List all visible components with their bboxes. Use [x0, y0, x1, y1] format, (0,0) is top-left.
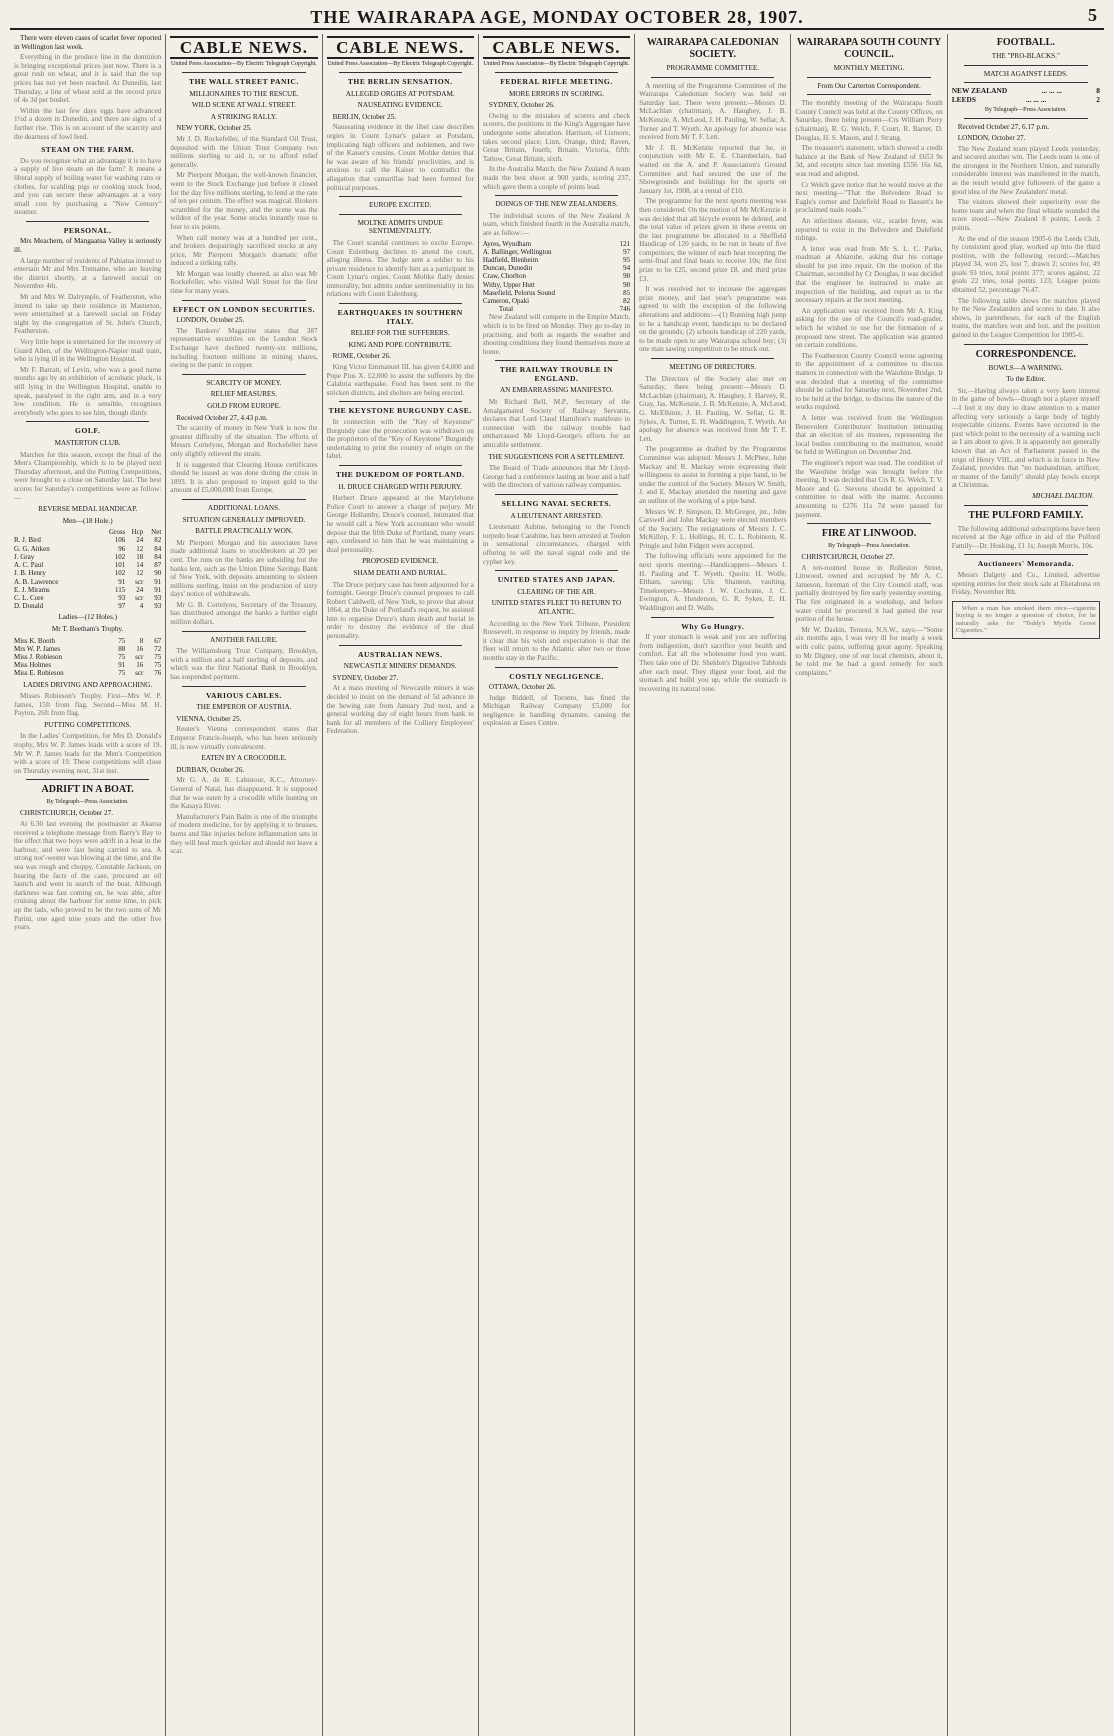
scarlet-fever-note: There were eleven cases of scarlet fever reported in Wellington last week.	[14, 34, 162, 51]
panic-sub-2: WILD SCENE AT WALL STREET.	[191, 101, 296, 110]
article-text: King Victor Emmanuel III. has given £4,000 and Pope Pius X. £2,000 to assist the sufferers by the Calabria earthquake. Food has been sent to the stricken districts, and shelters are being erected.	[326, 363, 474, 397]
moltke-heading: MOLTKE ADMITS UNDUE SENTIMENTALITY.	[357, 218, 443, 236]
article-text: Sir,—Having always taken a very keen interest in the game of bowls—though not a player myself—I feel it my duty to draw attention to a matter affecting very seriously a large body of highly respectable citizens. Events have occurred in the past which point to the necessity of a warning such as I am about to give. It is apparently not generally known that an Act of Parliament passed in the reign of Henry VIII., and which is in force in New Zealand, provides that "no husbandman, artificer, or master of the family" should play bowls except at Christmas.	[951, 386, 1100, 490]
article-text: Mr Pierpont Morgan and his associates have made additional loans to stockbrokers at 20 per cent. The runs on the banks are subsiding but the banks lent, such as the Union Dime Savings Bank of New York, with deposits amounting to sixteen millions sterling, insist on the production of sixty days' notice of withdrawals.	[170, 538, 318, 599]
article-text: Mr J. B. McKenzie reported that he, in conjunction with Mr E. E. Chamberlain, had waited on the A. and P. Association's Ground Committee and had secured the use of the Showgrounds and buildings for the sports on January 1st, 1908, at a rental of £10.	[639, 143, 787, 195]
column-4	[479, 34, 635, 1736]
article-text: Cr Welch gave notice that he would move at the next meeting—"That the Belvedere Road to Eagle's corner and Dalefield Road to Bassett's be proclaimed main roads."	[795, 180, 943, 215]
article-text: Everything in the produce line in the dominion is bringing exceptional prices just now. There is a great rush on wheat, and it is said that the top prices has not yet been reached. At Dunedin, last Thursday, a line of wheat sold at the record price of 4s 3d per bushel.	[14, 53, 162, 105]
caledonian-heading: WAIRARAPA CALEDONIAN SOCIETY.	[646, 37, 779, 60]
japan-sub: CLEARING OF THE AIR.	[517, 587, 596, 596]
situation-heading: SITUATION GENERALLY IMPROVED.	[182, 515, 306, 524]
croc-heading: EATEN BY A CROCODILE.	[201, 754, 287, 763]
advertisement-box: When a man has smoked them once—cigarette buying is no longer a question of choice, for he naturally asks for "Teddy's Myrtle Grove Cigarettes."	[952, 601, 1100, 639]
loans-heading: ADDITIONAL LOANS.	[207, 503, 280, 512]
article-text: According to the New York Tribune, President Roosevelt, in response to inquiry by friends, made it clear that his wish and expectation is that the fleet will return to the Atlantic after two or three months stay in the Pacific.	[482, 619, 631, 662]
table-row: Masefield, Pelorus Sound 85	[482, 288, 631, 297]
berlin-sub-2: NAUSEATING EVIDENCE.	[357, 101, 443, 110]
article-text: When call money was at a hundred per cent., and brokers despairingly sacrificed stocks at any price, Mr Pierpont Morgan's dramatic offer induced a striking rally.	[170, 233, 318, 268]
article-text: It was resolved not to increase the aggregate prize money, and last year's programme was agreed to with the exception of the following alterations and additions:—(1) Running high jump to be a handicap event, handicaps to be declared on the grounds; (2) schools handicap of 220 yards, to be made open to any Wairarapa school boy; (3) one man sawing competition to be struck out.	[639, 285, 787, 354]
earthquake-heading: EARTHQUAKES IN SOUTHERN ITALY.	[337, 308, 463, 326]
putting-heading: PUTTING COMPETITIONS.	[44, 720, 132, 729]
railway-sub: AN EMBARRASSING MANIFESTO.	[499, 386, 614, 395]
football-heading: FOOTBALL.	[996, 37, 1055, 48]
panic-sub-3: A STRIKING RALLY.	[210, 112, 277, 121]
article-text: Mr Pierpont Morgan, the well-known financier, went to the Stock Exchange just before it closed for the day five millions sterling, to lend at the rate of ten per centum. The effect was magical. Brokers scrambled for the money, and the scene was the wildest of the year. Some stocks instantly rose to four to six points.	[170, 171, 318, 231]
ladies-score-table	[14, 637, 161, 678]
column-2	[166, 34, 322, 1736]
article-text: The Williamsburg Trust Company, Brooklyn, with a million and a half sterling of deposits, and which was the first National Bank in Brooklyn, has suspended payment.	[170, 647, 318, 682]
columns	[10, 34, 1104, 1736]
table-row: J. B. Henry 102 12 90	[14, 569, 162, 578]
berlin-dateline: BERLIN, October 25.	[332, 112, 397, 121]
battle-heading: BATTLE PRACTICALLY WON.	[195, 527, 293, 536]
table-row: Hadfield, Blenheim 95	[482, 255, 631, 264]
article-text: The Court scandal continues to excite Europe. Count Eulenburg declines to attend the court, alleging illness. The Judge sent a soldier to his private residence to identify him as a participant in Count Lynar's orgies. Count Moltke flatly denies immorality, but admits undue sentimentality in his relations with Count Eulenburg.	[326, 238, 474, 299]
nz-score-row: NEW ZEALAND ... ... ... 8	[951, 86, 1100, 96]
handicap-heading: REVERSE MEDAL HANDICAP.	[38, 505, 138, 514]
adrift-dateline: CHRISTCHURCH, October 27.	[20, 809, 114, 818]
table-row: Duncan, Dunedin 94	[482, 264, 631, 273]
article-text: The monthly meeting of the Wairarapa South County Council was held at the County Offices, on Saturday, there being present—Crs William Perry (chairman), R. G. Welch, F. Court, R. Barrer, D. Douglas, H. S. Mason, and J. Strang.	[795, 99, 943, 142]
panic-heading: THE WALL STREET PANIC.	[189, 77, 299, 86]
table-row: A. C. Paul 101 14 87	[14, 561, 162, 570]
cable-byline: United Press Association—By Electric Telegraph Copyright.	[327, 61, 474, 67]
men-score-table: Gross Hcp Net R. J. Bird 106 24 82 G. G. Aitken 96 12 84 J. Gray 102 18 84 A. C. Paul 101 14 87 J. B. Henry 102 12 90 A. B. Lawrence 91 scr 91 E. J. Mirams 115 24 91 C. L. Core 93 scr 93 D. Donald 97 4 93	[14, 528, 162, 611]
fire-dateline: CHRISTCHURCH, October 27.	[801, 553, 895, 562]
article-text: Very little hope is entertained for the recovery of Guard Allen, of the Wellington-Napier mail train, who is lying ill in the Wellington Hospital.	[14, 338, 162, 364]
article-text: The New Zealand team played Leeds yesterday, and secured another win. The Leeds team is one of the strongest in the Northern Union, and naturally considerable interest was manifested in the match, as the result would give followers of the game a good idea of the New Zealanders' metal.	[951, 144, 1100, 196]
cable-news-heading: CABLE NEWS.	[170, 36, 317, 59]
pulford-heading: THE PULFORD FAMILY.	[968, 509, 1084, 521]
naval-heading: SELLING NAVAL SECRETS.	[501, 499, 612, 509]
fleet-heading: UNITED STATES FLEET TO RETURN TO ATLANTIC.	[491, 599, 622, 616]
directors-heading: MEETING OF DIRECTORS.	[669, 363, 757, 371]
failure-heading: ANOTHER FAILURE.	[210, 635, 278, 644]
correspondence-heading: CORRESPONDENCE.	[975, 348, 1076, 360]
article-text: The programme as drafted by the Programme Committee was adopted. Messrs J. McPhee, John Mackay and R. Mackay wrote expressing their willingness to assist in forming a pipe band, to be under the control of the Society. Messrs W. Smith, J. and E. Mackay attended the meeting and gave an outline of the working of a pipe band.	[639, 445, 787, 505]
article-text: Messrs Dalgety and Co., Limited, advertise opening entries for their stock sale at Eketahuna on Friday, November 8th.	[951, 570, 1100, 597]
article-text: Herbert Druce appeared at the Marylebone Police Court to answer a charge of perjury. Mr George Hollamby, Druce's counsel, intimated that he would call a New York accountant who would depose that the fifth Duke of Portland, many years ago, confessed to him that he was maintaining a dual personality.	[326, 494, 474, 554]
table-row: J. Gray 102 18 84	[14, 552, 162, 561]
article-text: In the Australia Match, the New Zealand A team made the best shoot at 900 yards, scoring 237, which gave them a couple of points lead.	[482, 165, 631, 191]
personal-heading: PERSONAL.	[63, 225, 112, 235]
adrift-byline: By Telegraph—Press Association.	[46, 799, 129, 806]
australian-heading: AUSTRALIAN NEWS.	[358, 649, 443, 659]
article-text: Mr Richard Bell, M.P., Secretary of the Amalgamated Society of Railway Servants, declares that Lord Claud Hamilton's manifesto in connection with the railway trouble had embarrassed Mr Lloyd-George's efforts for an amicable settlement.	[482, 398, 631, 450]
hungry-heading: Why Go Hungry.	[681, 621, 745, 631]
article-text: The Bankers' Magazine states that 387 representative securities on the London Stock Exchange have declined twenty-six millions, including fourteen millions in mining shares, owing to the panic in copper.	[170, 326, 318, 370]
article-text: In the Ladies' Competition, for Mrs D. Donald's trophy, Mrs W. P. James leads with a score of 19. Mr W. P. James leads for the Men's Competition with a score of 19. These competitions will close on Thursday evening next, 31st inst.	[14, 732, 162, 775]
table-row: C. L. Core 93 scr 93	[14, 593, 162, 602]
golf-subheading: MASTERTON CLUB.	[54, 438, 121, 447]
rifle-sub: MORE ERRORS IN SCORING.	[508, 89, 605, 98]
article-text: Mr and Mrs W. Dalrymple, of Featherston, who intend to take up their residence in Masterton, were entertained at a farewell social on Friday night by the congregation of St. John's Church, Featherston.	[14, 293, 162, 336]
table-row: Miss K. Booth 75 8 67	[14, 636, 162, 645]
panic-dateline: NEW YORK, October 25.	[176, 124, 252, 133]
article-text: At the end of the season 1905-6 the Leeds Club, by consistent good play, worked up into the third position, with the following record:—Matches played 34, won 25, lost 7, drawn 2; scores for, 49 goals 93 tries, total points 377; scores against, 22 goals 22 tries, total points 123; League points obtained 52, percentage 76.47.	[951, 234, 1100, 295]
rome-dateline: ROME, October 26.	[332, 352, 391, 361]
article-text: A meeting of the Programme Committee of the Wairarapa Caledonian Society was held on Saturday last. There were present:—Messrs D. McLachlan (chairman), A. Haughey, J. B. McKenzie, A. McLeod, J. H. Pauling, W. Sellar, A. Turner and T. Wyeth. An apology for absence was received from Mr T. F. Lett.	[639, 81, 787, 142]
article-text: At a mass meeting of Newcastle miners it was decided to insist on the demand of 5d advance in the hewing rate from January 2nd next, and a general working day of eight hours from bank to bank for all members of the Colliery Employees' Federation.	[326, 684, 474, 736]
durban-dateline: DURBAN, October 26.	[176, 765, 245, 774]
berlin-sub: ALLEGED ORGIES AT POTSDAM.	[345, 89, 455, 98]
article-text: An infectious disease, viz., scarlet fever, was reported to exist in the Belvedere and Dalefield ridings.	[795, 216, 943, 243]
table-row: Mrs W. P. James 88 16 72	[14, 644, 162, 653]
cable-news-heading: CABLE NEWS.	[483, 36, 630, 59]
earthquake-sub-2: KING AND POPE CONTRIBUTE.	[348, 340, 452, 349]
golf-heading: GOLF.	[75, 426, 101, 436]
article-text: A letter was received from the Wellington Benevolent Contributors' Institution intimating that an election of six trustees, representing the local bodies contributing to the institution, would be held in Wellington on December 2nd.	[795, 413, 943, 457]
rifle-dateline: SYDNEY, October 26.	[488, 101, 555, 110]
steam-heading: STEAM ON THE FARM.	[41, 145, 135, 155]
panic-sub-1: MILLIONAIRES TO THE RESCUE.	[189, 89, 299, 98]
scarcity-heading: SCARCITY OF MONEY.	[206, 378, 282, 387]
table-row: Withy, Upper Hutt 90	[482, 280, 631, 289]
bowls-heading: BOWLS—A WARNING.	[988, 363, 1064, 372]
proposed-heading: PROPOSED EVIDENCE.	[362, 557, 439, 566]
europe-heading: EUROPE EXCITED.	[369, 201, 432, 210]
article-text: A large number of residents of Pahiatua intend to entertain Mr and Mrs Tremaine, who are leaving the district shortly, at a farewell social on November 4th.	[14, 256, 162, 291]
men-label: Men—(18 Hole.)	[62, 516, 113, 525]
rifle-heading: FEDERAL RIFLE MEETING.	[500, 77, 613, 86]
article-text: Matches for this season, except the final of the Men's Championship, which is to be played next Thursday afternoon, and the Putting Competitions, were brought to a close on Saturday last. The best scores for Saturday's competitions were as follow:—	[14, 450, 162, 502]
carterton-correspondent: From Our Carterton Correspondent.	[817, 81, 921, 90]
japan-heading: UNITED STATES AND JAPAN.	[497, 575, 616, 585]
cable-news-heading: CABLE NEWS.	[327, 36, 474, 59]
article-text: A ten-roomed house in Rolleston Street, Linwood, owned and occupied by Mr A. C. Jameson, foreman of the City Council staff, was partially destroyed by fire early yesterday evening. The fire originated in a workshop, and before water could be procured it had gutted the rear portion of the house.	[795, 563, 943, 624]
match-heading: MATCH AGAINST LEEDS.	[983, 69, 1068, 78]
article-text: The Druce perjury case has been adjourned for a fortnight. George Druce's counsel proposes to call Robert Caldwell, of New York, to prove that about 1864, at the Duke of Portland's request, he assisted him to organise Druce's sham death and burial in order to destroy the evidence of the dual personality.	[326, 580, 474, 641]
article-text: If your stomach is weak and you are suffering from indigestion, don't sacrifice your health and comfort. Eat all the wholesome food you want. Then take one of Dr. Sheldon's Digestive Tabloids after each meal. They digest your food, aid the stomach and build you up, while the stomach is recovering its natural tone.	[639, 633, 787, 693]
table-row: Miss Holmes 91 16 75	[14, 661, 162, 670]
page-number: 5	[1088, 5, 1098, 25]
gold-dateline: Received October 27, 4.43 p.m.	[176, 413, 268, 422]
table-row: Craw, Chorlton 90	[482, 272, 631, 281]
article-text: At 6.30 last evening the postmaster at Akaroa received a telephone message from Barry's Bay to the effect that two boys were adrift in a boat in the harbour, and were fast being carried to sea. A strong nor'-wester was blowing at the time, and the sea was rough and choppy. Constable Jackson, on hearing the facts of the case, procured an oil launch and went in search of the boat. Although darkness was fast coming on, he was able, after cruising about the harbour for some time, to pick up the lads, who proved to be the two sons of Mr Parini, one aged nine years and the other five years.	[14, 820, 162, 932]
football-london: LONDON, October 27.	[957, 133, 1026, 142]
table-row: A. B. Lawrence 91 scr 91	[14, 577, 162, 586]
table-row: Miss J. Robieson 75 scr 75	[14, 652, 162, 661]
article-text: The following additional subscriptions have been received at the Age office in aid of the Pulford Family—Dr. Hosking, £1 1s; Joseph Morris, 10s.	[951, 524, 1100, 550]
article-text: Mr J. D. Rockefeller, of the Standard Oil Trust, deposited with the Union Trust Company two millions sterling to aid it, or to afford relief generally.	[170, 134, 318, 169]
article-text: The Directors of the Society also met on Saturday, there being present:—Messrs D. McLachlan (chairman), A. Haughey, J. Harvey, R. Gray, Jas. McKenzie, J. B. McKenzie, A. McLeod, G. McElhinie, J. H. Pauling, W. Sellar, G. R. Sykes, A. Turner, E. H. Waddington, T. Wyeth. An apology for absence was received from Mr T. F. Lett.	[639, 374, 787, 443]
ottawa-dateline: OTTAWA, October 26.	[488, 683, 556, 692]
total-row: Total 746	[498, 305, 631, 314]
table-row: D. Donald 97 4 93	[14, 602, 162, 611]
article-text: Mr W. Daskin, Temora, N.S.W., says:—"Some six months ago, I was very ill for nearly a week with colic pains, suffering great agony. Speaking to Mr Digney, one of our local chemists, about it, he told me he had a good remedy for such complaints."	[795, 625, 943, 677]
article-text: Mr G. B. Cortelyou, Secretary of the Treasury, has distributed amongst the banks a further eight million dollars.	[170, 600, 318, 627]
article-text: Mr G. A. de R. Labistour, K.C., Attorney-General of Natal, has disappeared. It is supposed that he was eaten by a crocodile while hunting on the Kasaya River.	[170, 776, 318, 811]
article-text: In connection with the "Key of Keystone" Burgundy case the prosecution was withdrawn on the proprietors of the "Key of Keystone" Burgundy undertaking to print the country of origin on the label.	[326, 418, 474, 461]
article-text: The programme for the next sports meeting was then considered. On the motion of Mr McKenzie it was decided that all bicycle events be deleted, and the total value of prizes given in these events on the last programme be allocated to a Sheffield Handicap of 120 yards, to be run in heats of five competitors; the winner of each heat excepting the semi-final and final heats to receive 10s; the first prize to be £25, second prize £8, and third prize £3.	[639, 197, 787, 283]
table-row: Ayres, Wyndham 121	[482, 239, 631, 248]
ladies-driving-heading: LADIES DRIVING AND APPROACHING.	[23, 680, 153, 689]
article-text: Messrs W. P. Simpson, D. McGregor, jnr., John Carswell and John Mackay were elected members of the Society. The resignations of Messrs J. C. McKillop, F. L. Hollings, H. C. L. Robinson, R. Pringle and John Fidgett were accepted.	[639, 507, 787, 550]
column-3	[323, 34, 479, 1736]
article-text: Owing to the mistakes of scorers and check scorers, the positions in the King's Aggregate have undergone some alteration. Harrison, of Lismore, takes second place; Linn, Orange, third; Raven, Great Britain, fourth; Britain, Victoria, fifth; Tatlow, Great Britain, sixth.	[482, 111, 631, 163]
table-row: G. G. Aitken 96 12 84	[14, 544, 162, 553]
article-text: Manufacturer's Pain Balm is one of the triumphs of modern medicine, for by applying it to bruises, burns and like injuries before inflammation sets in they will heal much quicker and should not leave a scar.	[170, 812, 318, 856]
table-row: E. J. Mirams 115 24 91	[14, 585, 162, 594]
column-1	[10, 34, 166, 1736]
article-text: New Zealand will compete in the Empire Match, which is to be fired on Monday. They go to-day in practising, and both as regards the weather and shooting conditions they found themselves more at home.	[482, 313, 631, 356]
personal-item: Mrs Meachem, of Mangaatua Valley is seriously ill.	[14, 237, 162, 255]
druce-heading: H. DRUCE CHARGED WITH PERJURY.	[338, 482, 462, 491]
adrift-heading: ADRIFT IN A BOAT.	[41, 784, 134, 796]
column-6	[791, 34, 947, 1736]
ladies-trophy: Mr T. Beetham's Trophy.	[51, 624, 124, 633]
settlement-heading: THE SUGGESTIONS FOR A SETTLEMENT.	[488, 452, 625, 461]
table-row: Cameron, Opaki 82	[482, 296, 631, 305]
article-text: Mr F. Barratt, of Levin, who was a good name months ago by an exhibition of acrobatic pluck, is still lying in the Wellington Hospital, unable to speak, paralysed in the right arm, and in a very low condition. He is sensible, recognises everybody who goes to see him, though dimly.	[14, 365, 162, 417]
article-text: The visitors showed their superiority over the home team and when the final whistle sounded the score stood:—New Zealand 8 points, Leeds 2 points.	[951, 198, 1100, 232]
various-heading: VARIOUS CABLES.	[206, 690, 282, 700]
article-text: The treasurer's statement, which showed a credit balance at the Bank of New Zealand of £653 9s 3d, and receipts since last meeting £556 16s 6d, was read and adopted.	[795, 144, 943, 178]
football-byline: By Telegraph—Press Association.	[984, 107, 1067, 114]
article-text: The individual scores of the New Zealand A team, which finished fourth in the Australia match, are as follow:—	[482, 211, 631, 237]
article-text: The Board of Trade announces that Mr Lloyd-George had a conference lasting an hour and a half with the directors of various railway companies.	[482, 464, 631, 490]
table-row: Miss E. Robieson 75 scr 76	[14, 669, 162, 678]
emperor-heading: THE EMPEROR OF AUSTRIA.	[196, 703, 292, 712]
naval-sub: A LIEUTENANT ARRESTED.	[510, 511, 603, 520]
table-row: R. J. Bird 106 24 82	[14, 536, 162, 545]
article-text: Lieutenant Aubine, belonging to the French torpedo boat Carabine, has been arrested at Toulon in sensational circumstances, charged with offering to sell the naval signal code and the cypher key.	[482, 523, 631, 566]
article-text: Mr Morgan was loudly cheered, as also was Mr Rockefeller, who visited Wall Street for the first time for many years.	[170, 269, 318, 296]
article-text: The Featherston County Council wrote agreeing to the appointment of a committee to discuss matters in connection with the Waiohine Bridge. It was decided that a meeting of the committee should be called for Saturday next, November 2nd, to be held at the bridge, to discuss the nature of the works required.	[795, 351, 943, 412]
article-text: Judge Riddell, of Toronto, has fined the Michigan Railway Company £5,000 for negligence in handling dynamite, causing the explosion at Essex Centre.	[482, 693, 631, 728]
cable-byline: United Press Association—By Electric Telegraph Copyright.	[171, 61, 317, 67]
sydney-dateline: SYDNEY, October 27.	[332, 673, 399, 682]
article-text: Do you recognise what an advantage it is to have a supply of live steam on the farm? It means a liberal supply of boiling water for washing cans or clothes, for scalding pigs or cooking stock food, and you can secure these advantages at a very small cost by purchasing a "New Century" steamer.	[14, 156, 162, 217]
article-text: Reuter's Vienna correspondent states that Emperor Francis-Joseph, who has been seriously ill, is now virtually convalescent.	[170, 725, 318, 751]
ladies-label: Ladies—(12 Holes.)	[58, 613, 117, 622]
article-text: Misses Robieson's Trophy. First—Mrs W. P. James, 15ft from flag. Second—Miss M. H. Payton, 26ft from flag.	[14, 692, 162, 718]
rifle-score-table	[483, 240, 630, 314]
fire-heading: FIRE AT LINWOOD.	[821, 528, 917, 540]
column-7	[948, 34, 1104, 1736]
gold-heading: GOLD FROM EUROPE.	[207, 402, 281, 410]
article-text: The following table shows the matches played by the New Zealanders and scores to date. It also shows, in parentheses, for each of the English teams, the matches won and lost, and the position gained in the League Competition for 1905-6.	[951, 296, 1100, 340]
railway-heading: THE RAILWAY TROUBLE IN ENGLAND.	[499, 365, 614, 383]
article-text: The engineer's report was read. The condition of the Waiohine bridge was brought before the meeting. It was decided that Crs R. G. Welch, T. V. Moore and G. Stevens should be appointed a committee to deal with the matter. Accounts amounting to £276 11s 7d were passed for payment.	[795, 458, 943, 519]
leeds-score-row: LEEDS ... ... ... 2	[951, 94, 1100, 104]
cable-byline: United Press Association—By Electric Telegraph Copyright.	[483, 61, 630, 67]
article-text: Within the last few days eggs have advanced 1½d a dozen in Dunedin, and there are signs of a further rise. This is on account of the scarcity and the dearness of fowl feed.	[14, 106, 162, 141]
miners-heading: NEWCASTLE MINERS' DEMANDS.	[343, 662, 457, 671]
portland-heading: THE DUKEDOM OF PORTLAND.	[335, 469, 465, 479]
signature-line: MICHAEL DALTON.	[1032, 491, 1094, 500]
fire-byline: By Telegraph—Press Association.	[828, 543, 911, 550]
keystone-heading: THE KEYSTONE BURGUNDY CASE.	[328, 406, 472, 416]
article-text: An application was received from Mr A. King asking for the use of the Council's road-grader, which he wished to use for the formation of a proposed new street. The application was granted on certain conditions.	[795, 306, 943, 350]
article-text: It is suggested that Clearing House certificates should be issued as was done during the crisis in 1893. It is also proposed to import gold to the amount of £5,000,000 from Europe.	[170, 460, 318, 495]
sham-heading: SHAM DEATH AND BURIAL.	[353, 568, 447, 577]
column-5	[635, 34, 791, 1736]
football-received: Received October 27, 6.17 p.m.	[957, 123, 1050, 132]
county-council-sub: MONTHLY MEETING.	[833, 64, 905, 72]
masthead	[10, 0, 1104, 30]
article-text: The following officials were appointed for the next sports meeting:—Handicappers—Messrs J. H. Pauling and T. Wyeth. Quoits: H. Wolfe, Eltham, sawing; Ulic Shannon, vaulting. Timekeepers—Messrs J. W. Cochrane, J. C. Ewington, A. Henderson, G. R. Sykes, E. H. Waddington and D. Walls.	[639, 552, 787, 613]
nz-heading: DOINGS OF THE NEW ZEALANDERS.	[495, 200, 618, 209]
article-text: The scarcity of money in New York is now the greatest difficulty of the situation. The efforts of Messrs Cortelyou, Morgan and Rockefeller have only slightly relieved the strain.	[170, 424, 318, 458]
caledonian-sub: PROGRAMME COMMITTEE.	[666, 64, 760, 72]
table-row: A. Ballinger, Wellington 97	[482, 247, 631, 256]
article-text: Nauseating evidence in the libel case describes orgies in Count Lynar's palace at Potsdam, implicating high officers and noblemen, and two of the Kaiser's cousins. Count Moltke denies that he was aware of his friends' proclivities, and is anxious to call the Kaiser to contradict the allegation that camarillas had been formed for political purposes.	[326, 123, 474, 192]
auctioneers-heading: Auctioneers' Memoranda.	[977, 559, 1074, 569]
article-text: A letter was read from Mr S. L. C. Parke, roadman at Ahiaruhe, asking that his cottage should be put into repair. On the motion of the Chairman, seconded by Cr Douglas, it was decided that the engineer be instructed to make an inspection of the building, and report as to the necessary repairs at the next meeting.	[795, 244, 943, 305]
editor-line: To the Editor.	[1006, 375, 1046, 384]
county-council-heading: WAIRARAPA SOUTH COUNTY COUNCIL.	[796, 37, 942, 60]
relief-heading: RELIEF MEASURES.	[210, 390, 278, 399]
football-sub: THE "PRO-BLACKS."	[991, 52, 1060, 60]
london-heading: EFFECT ON LONDON SECURITIES.	[172, 304, 315, 314]
vienna-dateline: VIENNA, October 25.	[176, 714, 242, 723]
berlin-heading: THE BERLIN SENSATION.	[347, 77, 453, 86]
masthead-title: THE WAIRARAPA AGE, MONDAY OCTOBER 28, 1907.	[310, 7, 804, 27]
london-dateline: LONDON, October 25.	[176, 316, 245, 325]
earthquake-sub: RELIEF FOR THE SUFFERERS.	[350, 329, 450, 338]
costly-heading: COSTLY NEGLIGENCE.	[509, 671, 604, 681]
